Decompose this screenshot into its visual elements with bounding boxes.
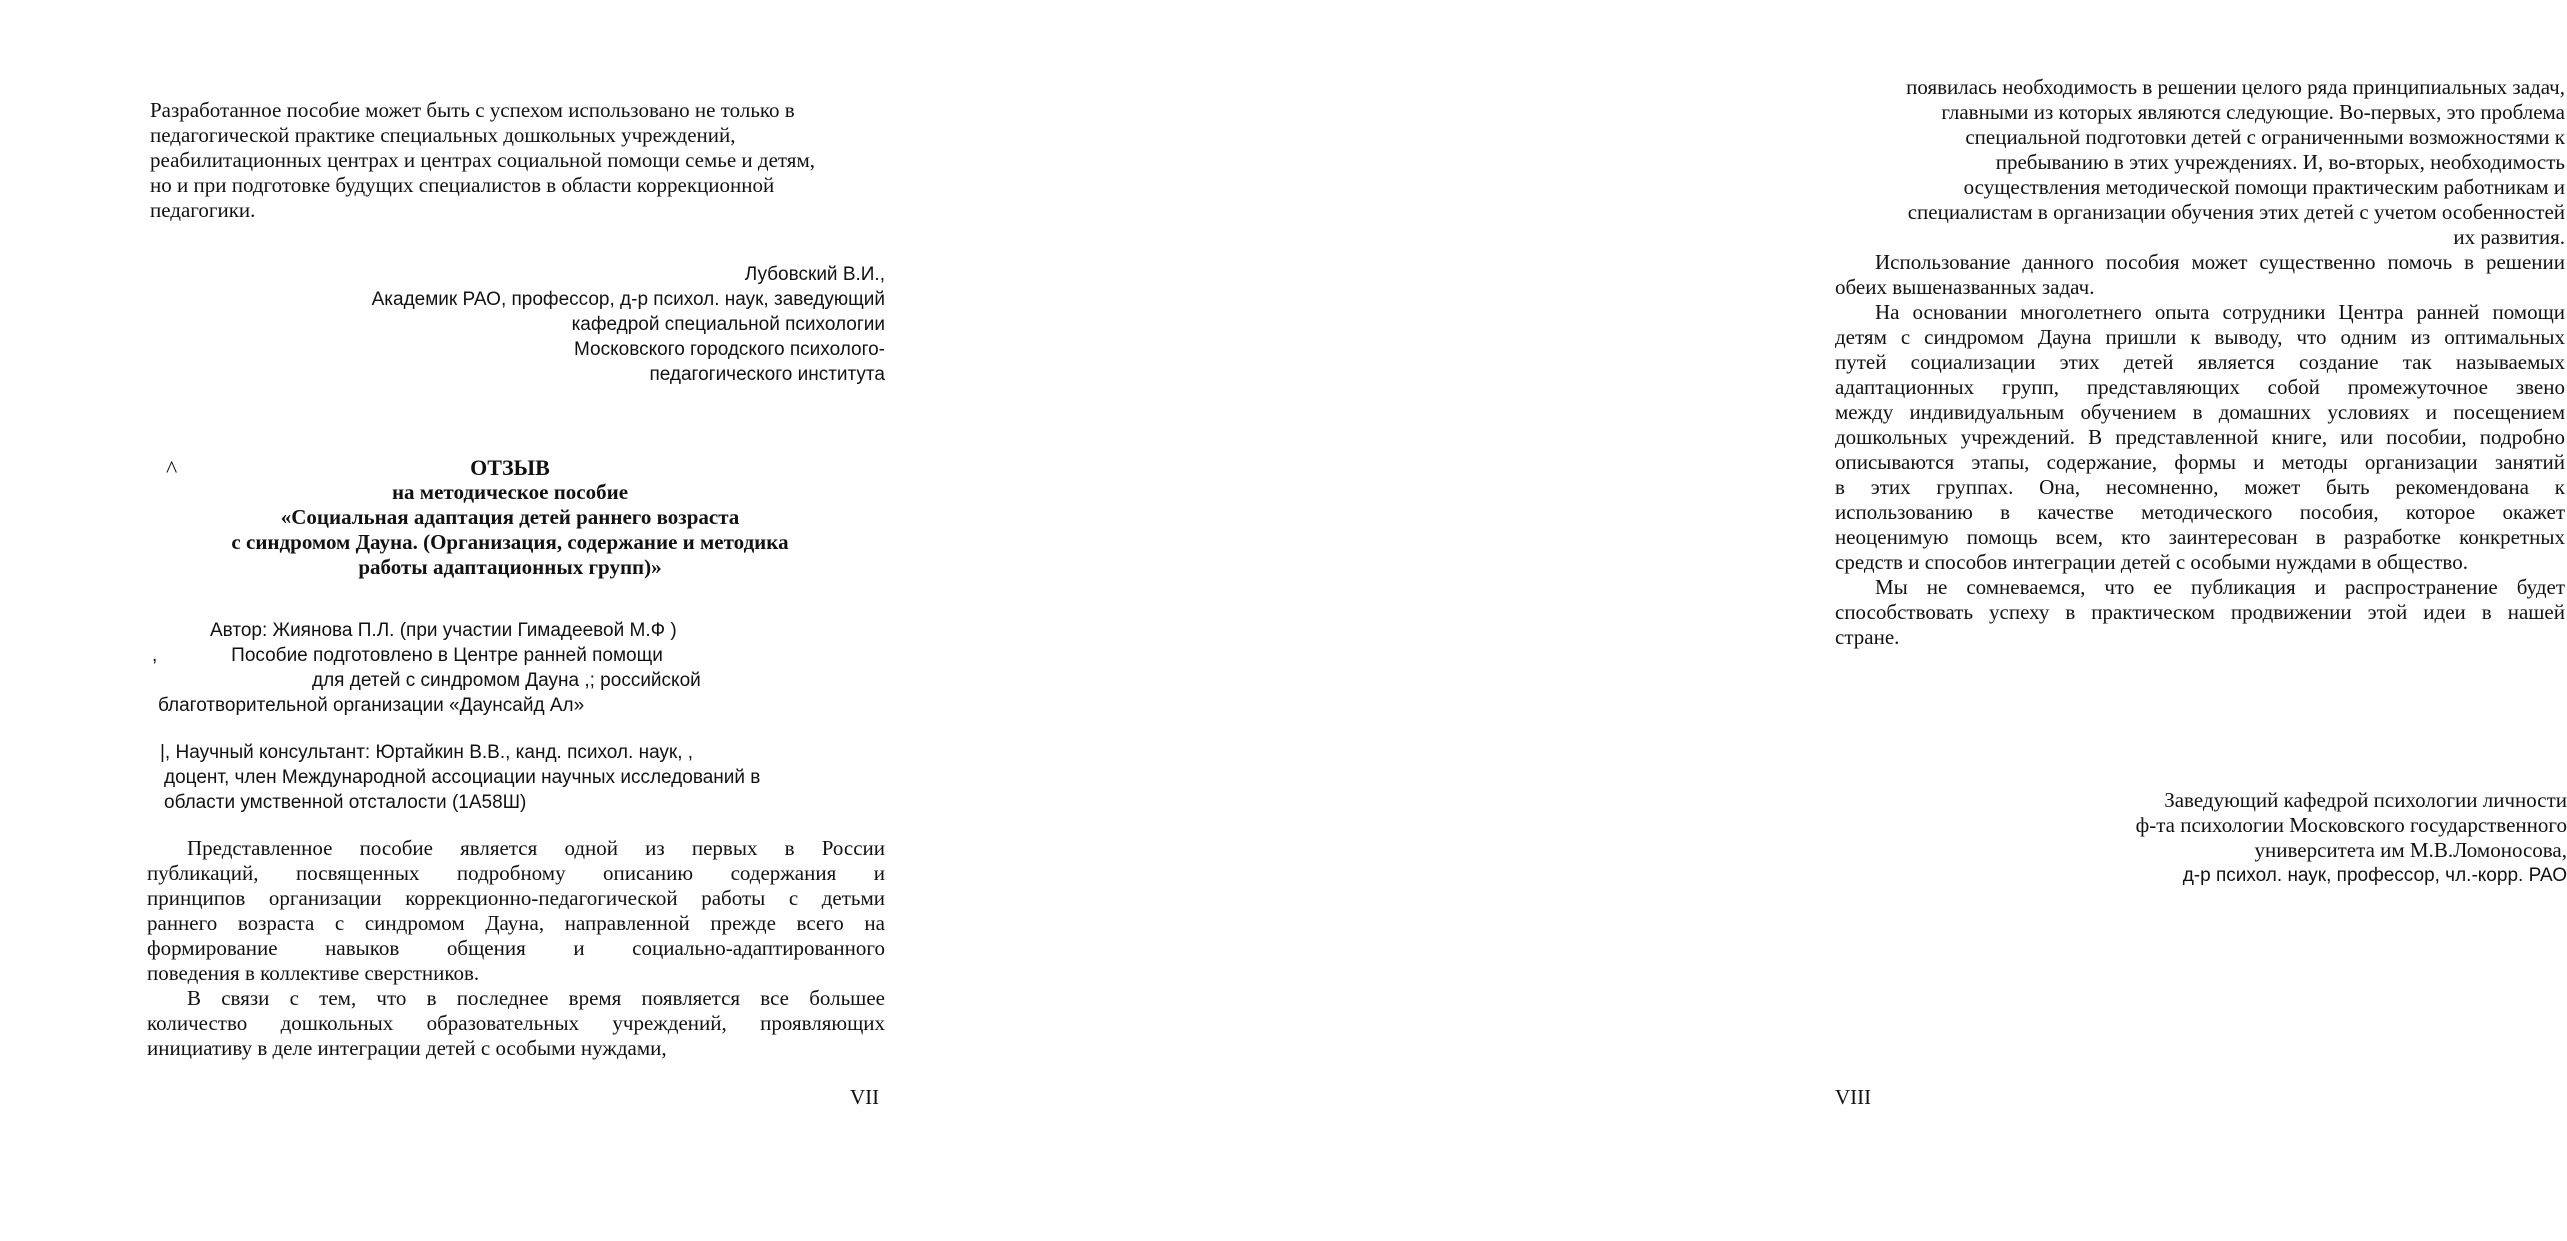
consultant-line: области умственной отсталости (1А58Ш)	[164, 792, 527, 813]
title-line: с синдромом Дауна. (Организация, содержание и методика	[231, 530, 789, 554]
body-line: неоценимую помощь всем, кто заинтересован в разработке конкретных	[1835, 525, 2565, 549]
review-heading: ОТЗЫВ	[470, 455, 550, 480]
body-line: На основании многолетнего опыта сотрудники Центра ранней помощи	[1875, 300, 2565, 324]
body-line: обеих вышеназванных задач.	[1835, 275, 2095, 299]
body-line: дошкольных учреждений. В представленной книге, или пособии, подробно	[1835, 425, 2565, 449]
page-number: VIII	[1835, 1085, 1872, 1109]
page-left	[0, 0, 885, 1241]
signature-line: университета им М.В.Ломоносова,	[2254, 838, 2567, 862]
intro-line: Разработанное пособие может быть с успехом использовано не только в	[150, 98, 795, 122]
page-right	[877, 0, 2567, 1241]
paragraph-usage	[1835, 250, 2565, 300]
signature-head-of-department	[2027, 788, 2567, 888]
intro-line: педагогики.	[150, 198, 256, 222]
signature-line: Заведующий кафедрой психологии личности	[2164, 788, 2567, 812]
signature-line: Московского городского психолого-	[574, 339, 885, 360]
title-line: на методическое пособие	[391, 480, 629, 504]
review-title	[150, 455, 870, 580]
intro-line: реабилитационных центрах и центрах социальной помощи семье и детям,	[150, 148, 815, 172]
body-line: адаптационных групп, представляющих собой промежуточное звено	[1835, 375, 2565, 399]
body-line: описываются этапы, содержание, формы и методы организации занятий	[1835, 450, 2565, 474]
body-line: раннего возраста с синдромом Дауна, направленной прежде всего на	[147, 911, 885, 935]
review-body	[147, 836, 885, 1061]
body-line: стране.	[1835, 625, 1900, 649]
signature-line: ф-та психологии Московского государственного	[2135, 813, 2567, 837]
consultant-line: |, Научный консультант: Юртайкин В.В., канд. психол. наук, ,	[160, 742, 694, 763]
consultant-line: доцент, член Международной ассоциации научных исследований в	[164, 767, 761, 788]
continuation-body	[1835, 75, 2565, 650]
body-line: инициативу в деле интеграции детей с особыми нуждами,	[147, 1036, 667, 1060]
body-line: способствовать успеху в практическом продвижении этой идеи в нашей	[1835, 600, 2565, 624]
body-line: путей социализации этих детей является создание так называемых	[1835, 350, 2565, 374]
body-line: средств и способов интеграции детей с особыми нуждами в общество.	[1835, 550, 2468, 574]
body-line: осуществления методической помощи практическим работникам и	[1963, 175, 2565, 199]
body-line: появилась необходимость в решении целого ряда принципиальных задач,	[1906, 75, 2565, 99]
author-line: , Пособие подготовлено в Центре ранней помощи	[152, 645, 663, 666]
body-line: В связи с тем, что в последнее время появляется все большее	[187, 986, 885, 1010]
body-line: использованию в качестве методического пособия, которое окажет	[1835, 500, 2565, 524]
body-line: между индивидуальным обучением в домашних условиях и посещением	[1835, 400, 2565, 424]
body-line: публикаций, посвященных подробному описанию содержания и	[147, 861, 885, 885]
intro-line: педагогической практике специальных дошкольных учреждений,	[150, 123, 736, 147]
signature-lubovsky	[290, 262, 885, 387]
author-line: Автор: Жиянова П.Л. (при участии Гимадеевой М.Ф )	[210, 620, 677, 641]
body-line: детям с синдромом Дауна пришли к выводу, что одним из оптимальных	[1835, 325, 2565, 349]
body-line: в этих группах. Она, несомненно, может быть рекомендована к	[1835, 475, 2565, 499]
signature-line: Лубовский В.И.,	[744, 264, 885, 285]
signature-line: педагогического института	[649, 364, 885, 385]
author-line: благотворительной организации «Даунсайд Ал»	[158, 695, 585, 716]
consultant-info	[160, 740, 860, 815]
body-line: количество дошкольных образовательных учреждений, проявляющих	[147, 1011, 885, 1035]
body-line: поведения в коллективе сверстников.	[147, 961, 480, 985]
title-line: «Социальная адаптация детей раннего возраста	[280, 505, 740, 529]
intro-paragraph	[150, 98, 870, 223]
page-number: VII	[850, 1085, 880, 1109]
caret-mark: ^	[166, 457, 178, 483]
paragraph-conclusion	[1835, 575, 2565, 650]
author-info	[152, 618, 792, 718]
body-line: Представленное пособие является одной из первых в России	[187, 836, 885, 860]
body-line: их развития.	[2453, 225, 2565, 249]
intro-line: но и при подготовке будущих специалистов в области коррекционной	[150, 173, 775, 197]
signature-line: кафедрой специальной психологии	[571, 314, 885, 335]
body-line: специалистам в организации обучения этих детей с учетом особенностей	[1907, 200, 2565, 224]
body-line: специальной подготовки детей с ограниченными возможностями к	[1965, 125, 2565, 149]
body-line: Мы не сомневаемся, что ее публикация и распространение будет	[1875, 575, 2565, 599]
body-line: пребыванию в этих учреждениях. И, во-вторых, необходимость	[1995, 150, 2565, 174]
author-line: для детей с синдромом Дауна ,; российской	[312, 670, 701, 691]
body-line: Использование данного пособия может существенно помочь в решении	[1875, 250, 2565, 274]
body-line: главными из которых являются следующие. Во-первых, это проблема	[1941, 100, 2565, 124]
signature-line: Академик РАО, профессор, д-р психол. наук, заведующий	[371, 289, 885, 310]
body-line: формирование навыков общения и социально-адаптированного	[147, 936, 885, 960]
body-line: принципов организации коррекционно-педагогической работы с детьми	[147, 886, 885, 910]
title-line: работы адаптационных групп)»	[358, 555, 662, 579]
signature-line: д-р психол. наук, профессор, чл.-корр. РАО	[2182, 865, 2567, 886]
paragraph-experience	[1835, 300, 2565, 575]
